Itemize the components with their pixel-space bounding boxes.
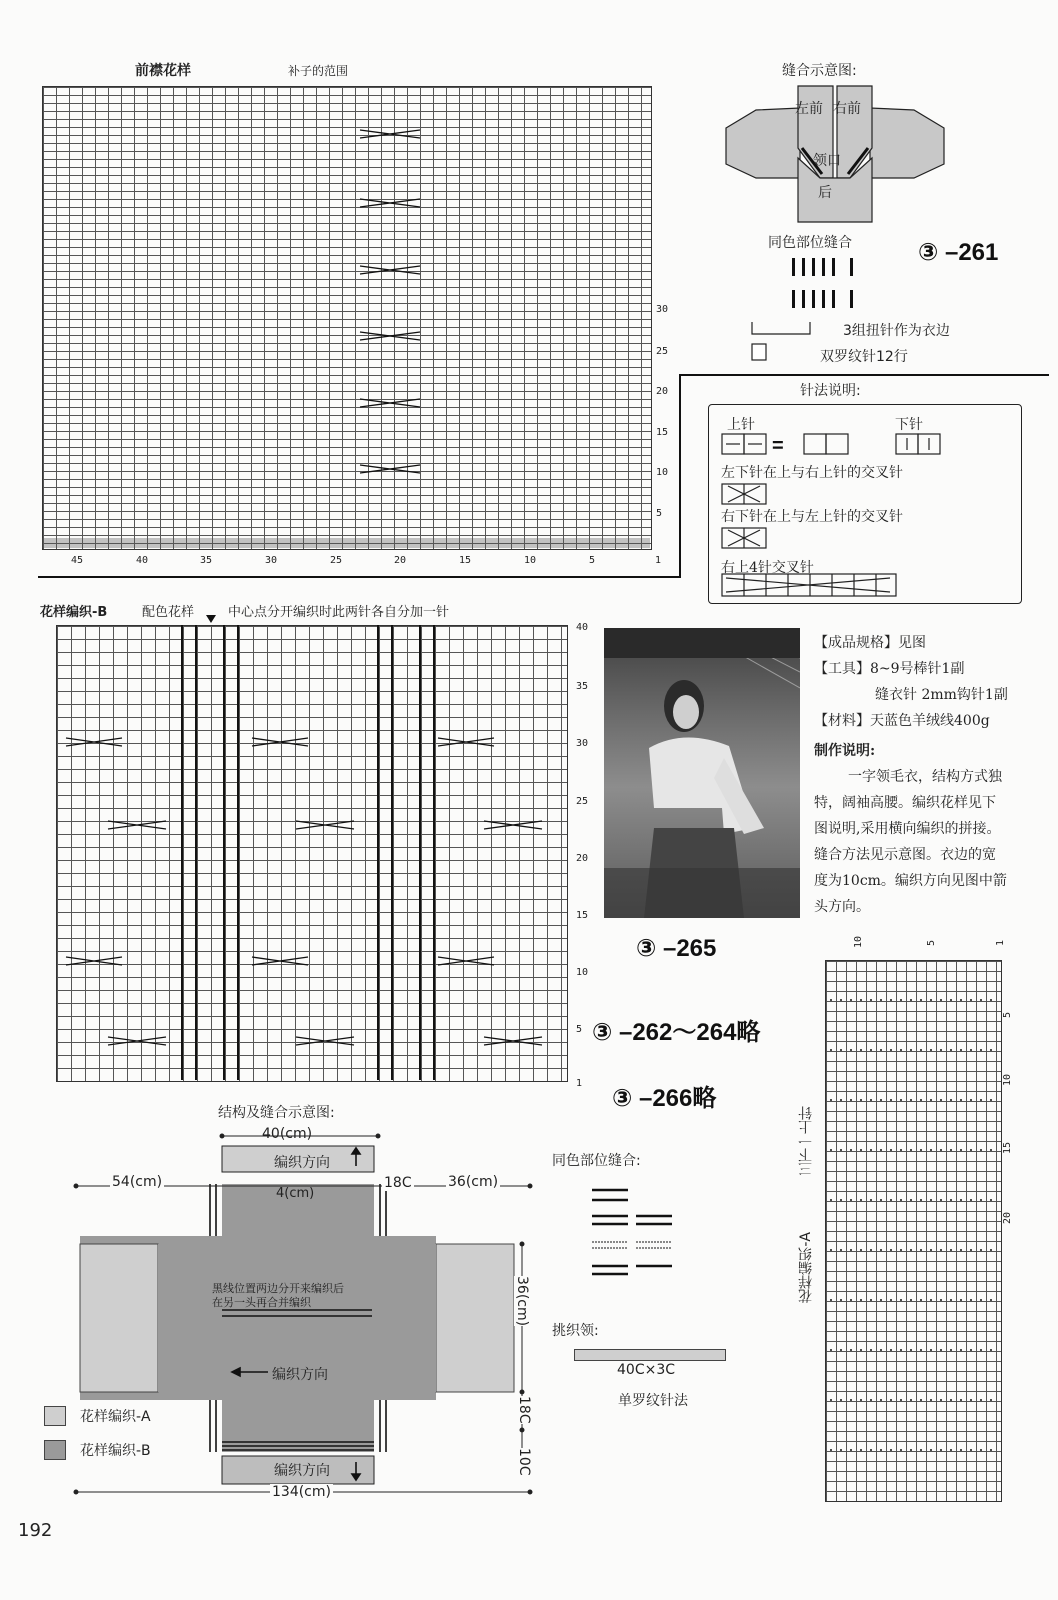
spec-tools: 【工具】8~9号棒针1副 (814, 661, 965, 677)
seam-diagram-title: 缝合示意图: (782, 63, 857, 79)
seam-marker-bars (788, 256, 868, 316)
legend-swatch-a (44, 1406, 66, 1426)
row-label: 10 (1002, 1074, 1013, 1087)
row-label: 5 (1002, 1012, 1013, 1019)
legend-a-label: 花样编织-A (80, 1409, 151, 1425)
row-label: 5 (576, 1024, 583, 1035)
instructions-line: 图说明,采用横向编织的拼接。 (814, 821, 1001, 837)
left-front-label: 左前 (795, 101, 823, 117)
col-label: 30 (265, 555, 278, 566)
cable-edge-note: 3组扭针作为衣边 (843, 323, 950, 339)
pattern-b-title: 花样编织-B (40, 605, 108, 620)
model-photo (604, 628, 800, 918)
row-label: 15 (656, 427, 669, 438)
seam-legend-lines (592, 1186, 682, 1282)
collar-method: 单罗纹针法 (618, 1393, 688, 1409)
instructions-title: 制作说明: (814, 743, 876, 759)
spec-size: 【成品规格】见图 (814, 635, 926, 651)
col-label: 40 (136, 555, 149, 566)
row-label: 20 (576, 853, 589, 864)
back-label: 后 (818, 185, 832, 201)
instructions-line: 特，阔袖高腰。编织花样见下 (814, 795, 996, 811)
right-18-dim: 18C (516, 1396, 532, 1424)
col-label: 25 (330, 555, 343, 566)
section-divider (679, 374, 681, 578)
total-width-dim: 134(cm) (272, 1484, 331, 1500)
top-chart-subtitle: 补子的范围 (288, 64, 349, 78)
height-dim: 36(cm) (514, 1276, 530, 1327)
row-label: 40 (576, 622, 589, 633)
row-label: 35 (576, 681, 589, 692)
col-label: 15 (459, 555, 472, 566)
collar-size: 40C×3C (617, 1362, 676, 1378)
spec-tools-2: 缝衣针 2mm钩针1副 (875, 687, 1008, 703)
col-label: 35 (200, 555, 213, 566)
purl-label: 下针 (895, 417, 923, 433)
row-label: 5 (656, 508, 663, 519)
row-label: 30 (656, 304, 669, 315)
neck-label: 领口 (813, 153, 841, 169)
instructions-line: 头方向。 (814, 899, 870, 915)
right-cross-symbol (720, 526, 770, 550)
right-cross-label: 右下针在上与左上针的交叉针 (721, 509, 903, 525)
double-rib-note: 双罗纹针12行 (820, 349, 908, 365)
instructions-line: 一字领毛衣，结构方式独 (848, 769, 1002, 785)
structure-note-2: 在另一头再合并编织 (212, 1296, 311, 1309)
legend-symbols (750, 320, 820, 364)
top-chart-title: 前襟花样 (135, 63, 191, 79)
row-label: 25 (656, 346, 669, 357)
same-color-seam-label: 同色部位缝合 (768, 235, 852, 251)
collar-band (574, 1349, 726, 1361)
cable-crossings (42, 86, 650, 548)
left-cross-label: 左下针在上与右上针的交叉针 (721, 465, 903, 481)
structure-note-1: 黑线位置两边分开来编织后 (212, 1282, 344, 1295)
col-label: 5 (589, 555, 596, 566)
right-length-dim: 36(cm) (448, 1174, 499, 1190)
dir-left-label: 编织方向 (272, 1367, 328, 1383)
section-divider (679, 374, 1049, 376)
svg-text:=: = (772, 435, 784, 457)
mid-dim: 18C (384, 1175, 412, 1191)
col-label: 1 (995, 940, 1006, 947)
col-label: 45 (71, 555, 84, 566)
pattern-number-261: ③ –261 (918, 239, 999, 266)
instructions-line: 缝合方法见示意图。衣边的宽 (814, 847, 996, 863)
page-number: 192 (18, 1520, 53, 1541)
collar-title: 挑织领: (552, 1323, 599, 1339)
row-label: 20 (656, 386, 669, 397)
pattern-number-262-264: ③ –262～264略 (592, 1019, 761, 1046)
pattern-b-color: 配色花样 (142, 605, 195, 620)
row-label: 25 (576, 796, 589, 807)
legend-b-label: 花样编织-B (80, 1443, 151, 1459)
col-label: 10 (853, 936, 864, 949)
instructions-line: 度为10cm。编织方向见图中箭 (814, 873, 1007, 889)
row-label: 10 (656, 467, 669, 478)
col-label: 10 (524, 555, 537, 566)
row-label: 1 (576, 1078, 583, 1089)
section-divider (38, 576, 680, 578)
right-10-dim: 10C (516, 1448, 532, 1476)
pattern-b-note: 中心点分开编织时此两针各自分加一针 (228, 605, 450, 620)
col-label: 5 (926, 940, 937, 947)
seam-legend-title: 同色部位缝合: (552, 1153, 641, 1169)
row-label: 15 (576, 910, 589, 921)
row-label: 10 (576, 967, 589, 978)
pattern-number-265: ③ –265 (636, 935, 717, 962)
col-label: 20 (394, 555, 407, 566)
four-cross-symbol (720, 572, 902, 598)
spec-material: 【材料】天蓝色羊绒线400g (814, 713, 990, 729)
pattern-number-266: ③ –266略 (612, 1085, 717, 1112)
four-cross-label: 右上4针交叉针 (721, 560, 814, 576)
pattern-a-label: 花样编织-A (798, 1232, 814, 1303)
row-label: 15 (1002, 1142, 1013, 1155)
col-label: 1 (655, 555, 662, 566)
left-cross-symbol (720, 482, 770, 506)
knit-label: 上针 (727, 417, 755, 433)
center-point-marker-icon (205, 614, 217, 624)
top-width-dim: 40(cm) (262, 1126, 313, 1142)
stitch-key-title: 针法说明: (800, 383, 861, 399)
left-length-dim: 54(cm) (112, 1174, 163, 1190)
pattern-b-cables (56, 625, 566, 1080)
row-label: 20 (1002, 1212, 1013, 1225)
dir-up-label: 编织方向 (274, 1155, 330, 1171)
pattern-a-sub-label: 三下一上针 (798, 1106, 814, 1176)
pattern-a-rib-marks (825, 960, 1000, 1500)
legend-swatch-b (44, 1440, 66, 1460)
photo-illustration (604, 628, 800, 918)
right-front-label: 右前 (833, 101, 861, 117)
knit-purl-symbols (720, 432, 950, 458)
neck-dim: 4(cm) (276, 1186, 315, 1201)
structure-title: 结构及缝合示意图: (218, 1105, 335, 1121)
row-label: 30 (576, 738, 589, 749)
dir-down-label: 编织方向 (274, 1463, 330, 1479)
